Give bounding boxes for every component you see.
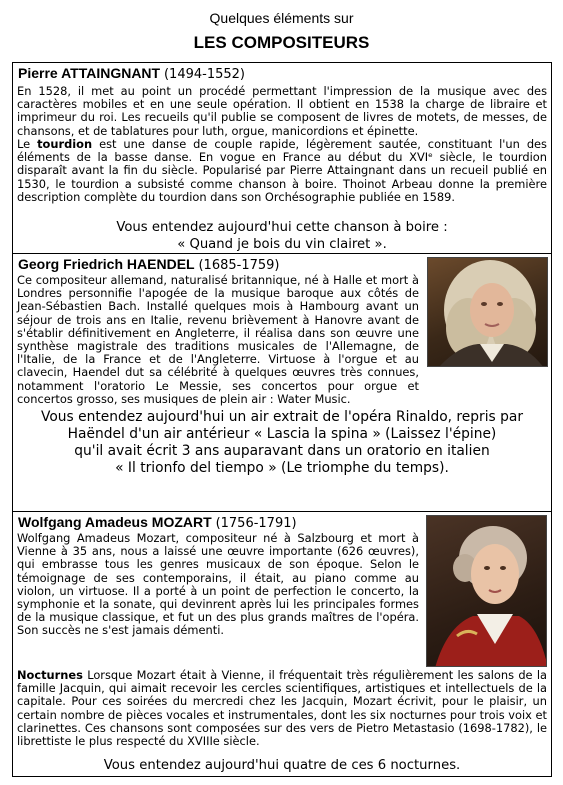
- composer-bio: Ce compositeur allemand, naturalisé britannique, né à Halle et mort à Londres personnifie l'apogée de la musique baroque aux côtés de Jean-Sébastien Bach. Installé quelques mois à Hambourg avant un séjour de trois ans en Italie, revenu brièvement à Hanovre avant de s'établir définitivement en Angleterre, il réalisa dans son œuvre une synthèse magistrale des traditions musicales de l'Allemagne, de l'Italie, de la France et de l'Angleterre. Virtuose à l'orgue et au clavecin, Haendel dut sa célébrité à quelques œuvres très connues, notamment l'oratorio Le Messie, ses concertos pour orgue et concertos grosso, ses musiques de plein air : Water Music.: [17, 273, 419, 406]
- mozart-portrait-image: [426, 515, 547, 667]
- composer-card-haendel: [12, 253, 552, 512]
- composer-heading: [18, 514, 297, 531]
- composer-dates: (1685-1759): [198, 258, 280, 273]
- tourdion-text: Le tourdion est une danse de couple rapide, légèrement sautée, constituant l'un des éléments de la basse danse. En vogue en France au début du XVIᵉ siècle, le tourdion disparaît avant la fin du siècle. Popularisé par Pierre Attaingnant dans un recueil publié en 1530, le tourdion a subsisté comme chanson à boire. Thoinot Arbeau donne la première description complète du tourdion dans son Orchésographie publiée en 1589.: [17, 137, 547, 204]
- nocturnes-text: Lorsque Mozart était à Vienne, il fréquentait très régulièrement les salons de la famille Jacquin, qui aimait recevoir les cercles scientifiques, artistiques et intellectuels de la capitale. Pour ces soirées du mercredi chez les Jacquin, Mozart écrivit, pour le plaisir, un certain nombre de pièces vocales et instrumentales, dont les six nocturnes pour trois voix et clarinettes. Ces chansons sont composées sur des vers de Pietro Metastasio (1698-1782), le librettiste le plus respecté du XVIIIe siècle.: [17, 668, 547, 749]
- haendel-portrait-image: [427, 257, 548, 367]
- tourdion-keyword: tourdion: [37, 137, 93, 151]
- listen-line: « Il trionfo del tiempo » (Le triomphe du temps).: [115, 460, 449, 476]
- composer-heading: [18, 256, 280, 273]
- tourdion-paragraph: [17, 138, 547, 204]
- listen-line: qu'il avait écrit 3 ans auparavant dans un oratorio en italien: [74, 443, 490, 459]
- composer-dates: (1756-1791): [215, 516, 297, 531]
- listen-line: Vous entendez aujourd'hui quatre de ces 6 nocturnes.: [103, 758, 461, 773]
- composer-card-attaingnant: [12, 62, 552, 254]
- listen-line: Haëndel d'un air antérieur « Lascia la spina » (Laissez l'épine): [67, 426, 497, 442]
- composer-name: Georg Friedrich HAENDEL: [18, 256, 195, 272]
- page-title: LES COMPOSITEURS: [193, 33, 370, 52]
- composer-bio: En 1528, il met au point un procédé permettant l'impression de la musique avec des caractères mobiles et en une seule opération. Il obtient en 1538 la charge de libraire et imprimeur du roi. Les recueils qu'il publie se composent de livres de motets, de messes, de chansons, et de tablatures pour luth, orgue, manicordions et épinette.: [17, 84, 547, 138]
- nocturnes-heading: Nocturnes: [17, 668, 83, 682]
- listen-line: « Quand je bois du vin clairet ».: [177, 237, 387, 252]
- listen-line: Vous entendez aujourd'hui cette chanson à boire :: [116, 220, 448, 235]
- composer-name: Pierre ATTAINGNANT: [18, 65, 161, 81]
- listen-line: Vous entendez aujourd'hui un air extrait de l'opéra Rinaldo, repris par: [40, 409, 524, 425]
- composer-dates: (1494-1552): [163, 67, 245, 82]
- composer-name: Wolfgang Amadeus MOZART: [18, 514, 212, 530]
- composer-card-mozart: [12, 511, 552, 777]
- nocturnes-paragraph: [17, 669, 547, 748]
- page-subtitle: Quelques éléments sur: [209, 10, 354, 26]
- composer-bio: Wolfgang Amadeus Mozart, compositeur né à Salzbourg et mort à Vienne à 35 ans, nous a laissé une œuvre importante (626 œuvres), qui embrasse tous les genres musicaux de son époque. Selon le témoignage de ses contemporains, il était, au piano comme au violon, un virtuose. Il a porté à un point de perfection le concerto, la symphonie et la sonate, qui devinrent après lui les principales formes de la musique classique, et fut un des plus grands maîtres de l'opéra. Son succès ne s'est jamais démenti.: [17, 531, 419, 638]
- composer-heading: [18, 65, 245, 82]
